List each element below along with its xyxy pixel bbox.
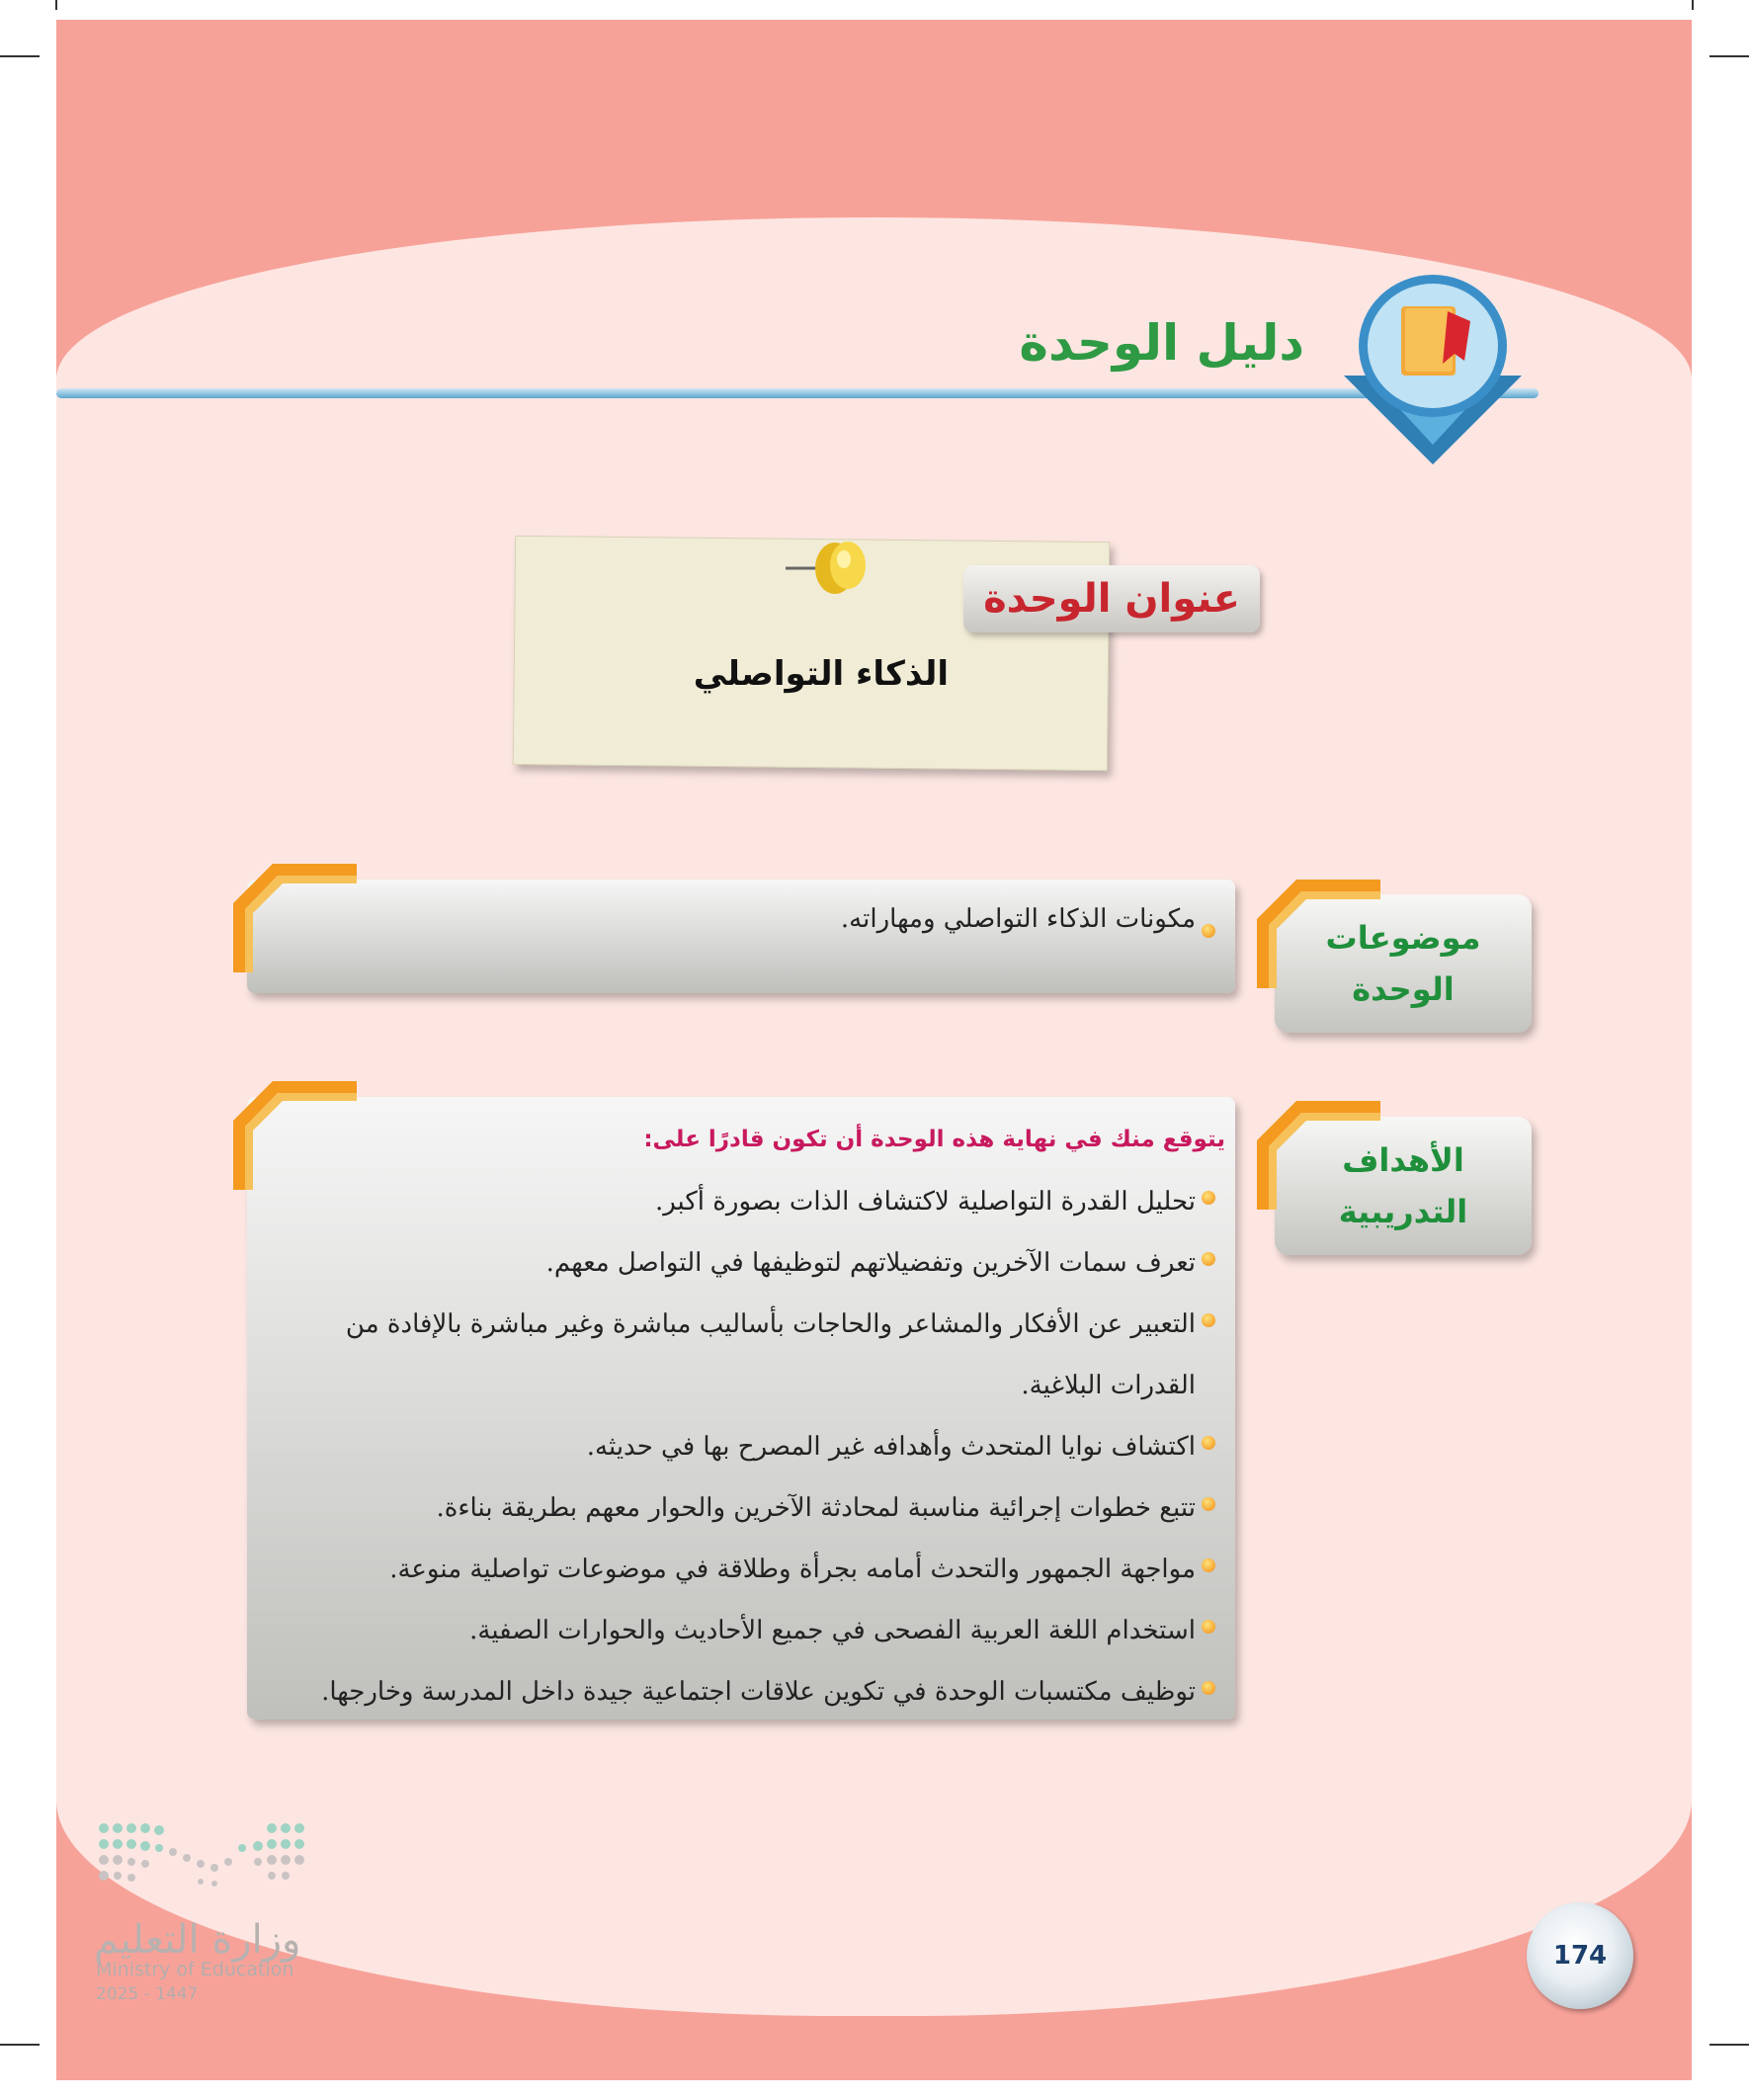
topics-list — [296, 904, 1215, 938]
bullet-icon — [1202, 1497, 1215, 1511]
objectives-tag-line1: الأهداف — [1342, 1141, 1464, 1179]
list-item — [296, 904, 1215, 938]
ribbon-decoration — [1257, 1101, 1385, 1210]
crop-mark — [55, 0, 57, 10]
bullet-icon — [1202, 1313, 1215, 1327]
bullet-icon — [1202, 1558, 1215, 1572]
book-icon — [1334, 267, 1532, 474]
header-rule — [56, 388, 1539, 398]
list-item — [262, 1232, 1215, 1294]
objectives-list — [262, 1171, 1215, 1722]
bullet-icon — [1202, 1191, 1215, 1205]
list-item — [262, 1416, 1215, 1477]
ministry-name-en: Ministry of Education — [96, 1959, 294, 1980]
unit-title-value: الذكاء التواصلي — [693, 654, 949, 694]
list-item — [262, 1171, 1215, 1232]
objective-text: التعبير عن الأفكار والمشاعر والحاجات بأساليب مباشرة وغير مباشرة بالإفادة من القدرات البلاغية. — [345, 1309, 1196, 1400]
objective-text: تعرف سمات الآخرين وتفضيلاتهم لتوظيفها في التواصل معهم. — [545, 1248, 1196, 1278]
ribbon-decoration — [1257, 880, 1385, 988]
list-item — [262, 1294, 1215, 1416]
objectives-tag-line2: التدريبية — [1338, 1193, 1468, 1230]
unit-title-label: عنوان الوحدة — [963, 565, 1260, 632]
crop-mark — [0, 55, 40, 57]
objective-text: استخدام اللغة العربية الفصحى في جميع الأحاديث والحوارات الصفية. — [469, 1616, 1196, 1645]
objective-text: مواجهة الجمهور والتحدث أمامه بجرأة وطلاقة في موضوعات تواصلية منوعة. — [389, 1554, 1196, 1584]
bullet-icon — [1202, 1252, 1215, 1266]
crop-mark — [1709, 55, 1749, 57]
crop-mark — [1709, 2044, 1749, 2046]
list-item — [262, 1539, 1215, 1600]
objective-text: تتبع خطوات إجرائية مناسبة لمحادثة الآخرين والحوار معهم بطريقة بناءة. — [436, 1493, 1196, 1523]
edition-year: 2025 - 1447 — [96, 1984, 199, 2004]
list-item — [262, 1661, 1215, 1722]
pushpin-icon — [781, 534, 879, 613]
ministry-name-ar: وزارة التعليم — [94, 1917, 301, 1963]
topics-tag-line2: الوحدة — [1352, 970, 1455, 1008]
objective-text: توظيف مكتسبات الوحدة في تكوين علاقات اجتماعية جيدة داخل المدرسة وخارجها. — [321, 1677, 1196, 1707]
topics-tag-line1: موضوعات — [1325, 919, 1481, 957]
bullet-icon — [1202, 1620, 1215, 1634]
page-number: 174 — [1527, 1902, 1633, 2009]
topic-text: مكونات الذكاء التواصلي ومهاراته. — [840, 904, 1196, 934]
ministry-logo-icon — [94, 1818, 321, 1917]
objective-text: تحليل القدرة التواصلية لاكتشاف الذات بصورة أكبر. — [654, 1187, 1196, 1217]
crop-mark — [1692, 0, 1694, 10]
objective-text: اكتشاف نوايا المتحدث وأهدافه غير المصرح بها في حديثه. — [586, 1432, 1196, 1462]
bullet-icon — [1202, 1681, 1215, 1695]
bullet-icon — [1202, 1436, 1215, 1450]
page-title: دليل الوحدة — [1019, 314, 1304, 372]
crop-mark — [0, 2044, 40, 2046]
objectives-intro: يتوقع منك في نهاية هذه الوحدة أن تكون قادرًا على: — [643, 1127, 1225, 1152]
list-item — [262, 1600, 1215, 1661]
bullet-icon — [1202, 924, 1215, 938]
list-item — [262, 1477, 1215, 1539]
